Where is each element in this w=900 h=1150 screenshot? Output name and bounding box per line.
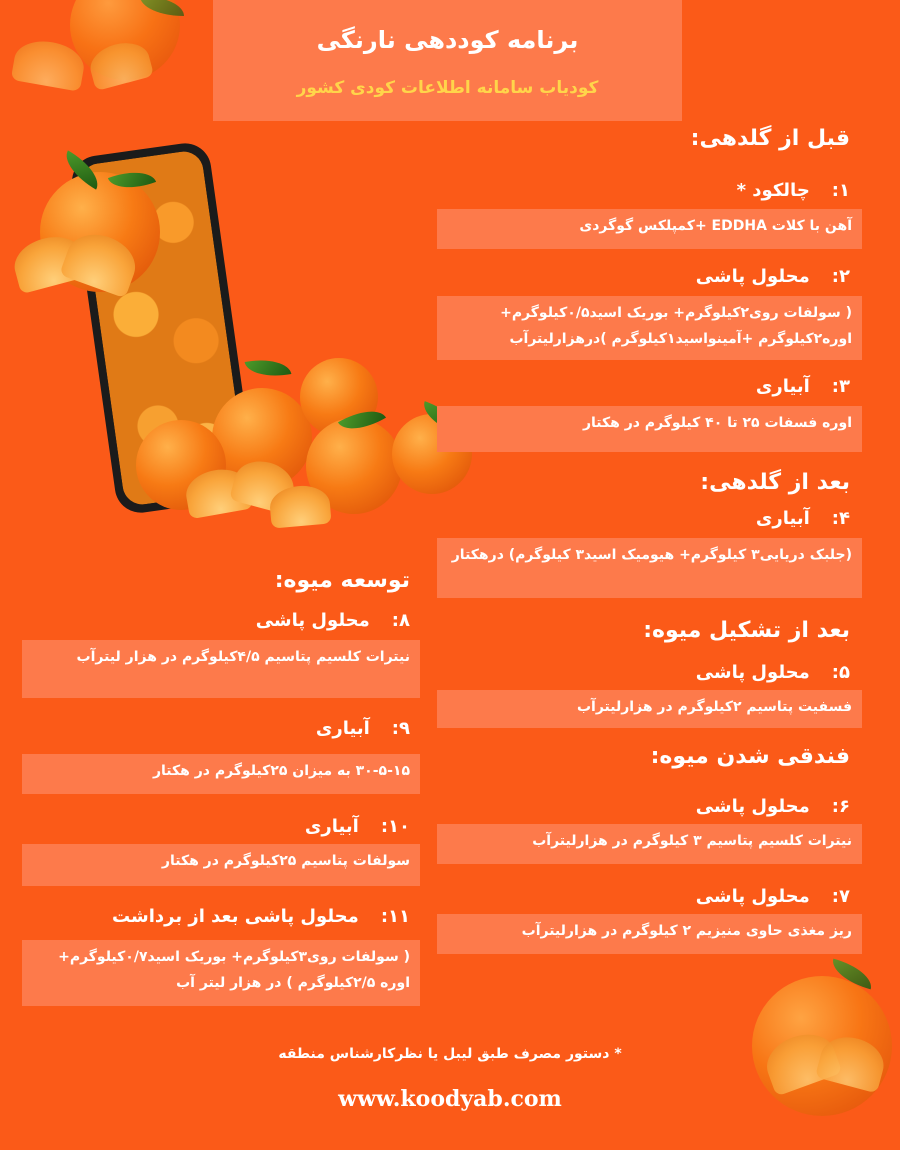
step-number: ۳: bbox=[831, 376, 850, 397]
step-4-detail: (جلبک دریایی۳ کیلوگرم+ هیومیک اسید۳ کیلوگرم) درهکتار bbox=[437, 538, 862, 598]
step-8-title bbox=[256, 610, 410, 631]
step-number: ۵: bbox=[831, 662, 850, 683]
step-label: محلول پاشی bbox=[695, 266, 810, 287]
step-10-detail: سولفات پتاسیم ۲۵کیلوگرم در هکتار bbox=[22, 844, 420, 886]
step-11-detail: ( سولفات روی۳کیلوگرم+ بوریک اسید۰/۷کیلوگرم+ اوره ۲/۵کیلوگرم ) در هزار لیتر آب bbox=[22, 940, 420, 1006]
step-4-title bbox=[756, 508, 850, 529]
step-7-title bbox=[696, 886, 850, 907]
step-3-title bbox=[756, 376, 850, 397]
section-after-flowering: بعد از گلدهی: bbox=[700, 470, 850, 495]
step-11-title bbox=[112, 906, 410, 927]
step-9-detail: ۳۰-۵-۱۵ به میزان ۲۵کیلوگرم در هکتار bbox=[22, 754, 420, 794]
step-8-detail: نیترات کلسیم پتاسیم ۴/۵کیلوگرم در هزار لیترآب bbox=[22, 640, 420, 698]
step-label: محلول پاشی bbox=[255, 610, 370, 631]
step-number: ۱۰: bbox=[380, 816, 410, 837]
step-5-detail: فسفیت پتاسیم ۲کیلوگرم در هزارلیترآب bbox=[437, 690, 862, 728]
step-number: ۹: bbox=[391, 718, 410, 739]
section-fruit-development: توسعه میوه: bbox=[274, 568, 410, 593]
page-title: برنامه کوددهی نارنگی bbox=[316, 26, 579, 54]
section-after-fruit-set: بعد از تشکیل میوه: bbox=[643, 618, 850, 643]
step-label: آبیاری bbox=[755, 508, 810, 529]
page-subtitle: کودیاب سامانه اطلاعات کودی کشور bbox=[296, 78, 599, 98]
footer-note: * دستور مصرف طبق لیبل یا نظرکارشناس منطقه bbox=[278, 1046, 622, 1062]
step-6-detail: نیترات کلسیم پتاسیم ۳ کیلوگرم در هزارلیترآب bbox=[437, 824, 862, 864]
header-banner bbox=[213, 0, 682, 121]
step-1-title bbox=[737, 180, 850, 201]
step-label: محلول پاشی bbox=[695, 796, 810, 817]
section-before-flowering: قبل از گلدهی: bbox=[690, 126, 850, 151]
step-1-detail: آهن با کلات EDDHA +کمپلکس گوگردی bbox=[437, 209, 862, 249]
step-number: ۸: bbox=[391, 610, 410, 631]
step-label: محلول پاشی bbox=[695, 886, 810, 907]
step-label: آبیاری bbox=[755, 376, 810, 397]
step-number: ۱۱: bbox=[380, 906, 410, 927]
step-label: محلول پاشی bbox=[695, 662, 810, 683]
step-label: محلول پاشی بعد از برداشت bbox=[111, 906, 359, 927]
step-7-detail: ریز مغذی حاوی منیزیم ۲ کیلوگرم در هزارلیترآب bbox=[437, 914, 862, 954]
section-hazelnut-stage: فندقی شدن میوه: bbox=[650, 744, 850, 769]
step-label: آبیاری bbox=[304, 816, 359, 837]
step-6-title bbox=[696, 796, 850, 817]
step-10-title bbox=[305, 816, 410, 837]
step-number: ۷: bbox=[831, 886, 850, 907]
step-label: آبیاری bbox=[315, 718, 370, 739]
website-link[interactable]: www.koodyab.com bbox=[338, 1086, 562, 1112]
step-5-title bbox=[696, 662, 850, 683]
step-number: ۶: bbox=[831, 796, 850, 817]
step-label: چالکود * bbox=[736, 180, 810, 201]
step-number: ۱: bbox=[831, 180, 850, 201]
step-2-title bbox=[696, 266, 850, 287]
step-3-detail: اوره فسفات ۲۵ تا ۴۰ کیلوگرم در هکتار bbox=[437, 406, 862, 452]
step-number: ۴: bbox=[831, 508, 850, 529]
step-9-title bbox=[316, 718, 410, 739]
step-2-detail: ( سولفات روی۲کیلوگرم+ بوریک اسید۰/۵کیلوگرم+ اوره۲کیلوگرم +آمینواسید۱کیلوگرم )درهزارلیترآب bbox=[437, 296, 862, 360]
step-number: ۲: bbox=[831, 266, 850, 287]
